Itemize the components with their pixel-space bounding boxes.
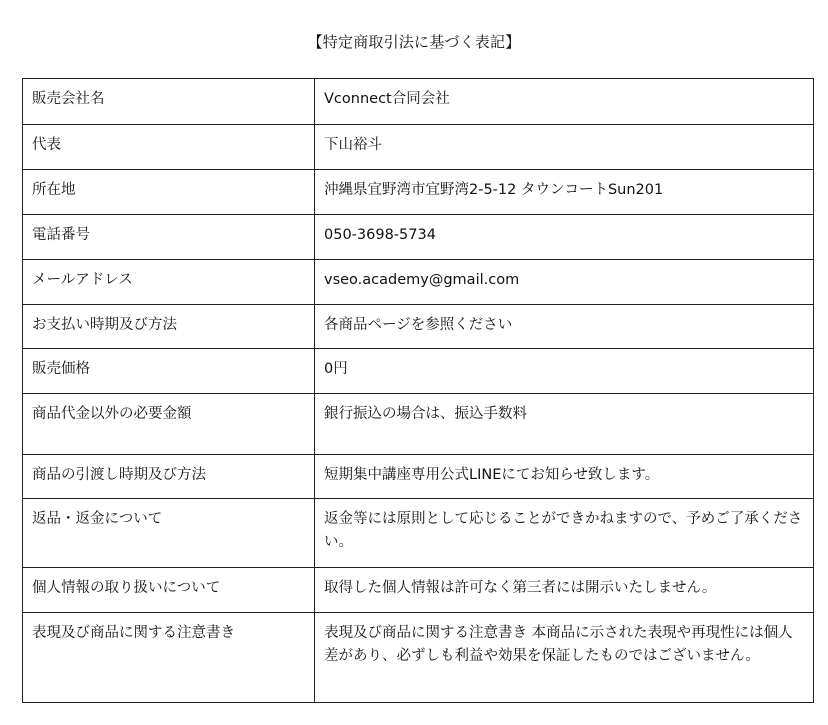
row-label: 商品代金以外の必要金額 <box>23 394 315 455</box>
row-value: 表現及び商品に関する注意書き 本商品に示された表現や再現性には個人差があり、必ずしも利益や効果を保証したものではございません。 <box>315 613 814 703</box>
row-value: 下山裕斗 <box>315 125 814 170</box>
table-row-privacy <box>23 568 814 613</box>
table-row-company <box>23 79 814 125</box>
table-row-returns <box>23 499 814 568</box>
table-row-price <box>23 349 814 394</box>
table-row-email <box>23 260 814 305</box>
row-label: メールアドレス <box>23 260 315 305</box>
row-label: 個人情報の取り扱いについて <box>23 568 315 613</box>
row-label: 返品・返金について <box>23 499 315 568</box>
row-value: 沖縄県宜野湾市宜野湾2-5-12 タウンコートSun201 <box>315 170 814 215</box>
table-row-phone <box>23 215 814 260</box>
row-value: 銀行振込の場合は、振込手数料 <box>315 394 814 455</box>
table-row-additional-fees <box>23 394 814 455</box>
row-label: 代表 <box>23 125 315 170</box>
table-row-disclaimer <box>23 613 814 703</box>
row-value: 短期集中講座専用公式LINEにてお知らせ致します。 <box>315 455 814 499</box>
row-label: 所在地 <box>23 170 315 215</box>
row-label: 表現及び商品に関する注意書き <box>23 613 315 703</box>
row-label: 商品の引渡し時期及び方法 <box>23 455 315 499</box>
table-row-payment <box>23 305 814 349</box>
row-value: 0円 <box>315 349 814 394</box>
row-label: 電話番号 <box>23 215 315 260</box>
table-row-address <box>23 170 814 215</box>
table-row-delivery <box>23 455 814 499</box>
row-label: 販売会社名 <box>23 79 315 125</box>
row-value: 050-3698-5734 <box>315 215 814 260</box>
table-row-representative <box>23 125 814 170</box>
row-value: 各商品ページを参照ください <box>315 305 814 349</box>
row-label: 販売価格 <box>23 349 315 394</box>
page-title: 【特定商取引法に基づく表記】 <box>307 33 521 51</box>
row-value: Vconnect合同会社 <box>315 79 814 125</box>
row-label: お支払い時期及び方法 <box>23 305 315 349</box>
row-value: 返金等には原則として応じることができかねますので、予めご了承ください。 <box>315 499 814 568</box>
legal-notice-table <box>22 78 814 703</box>
row-value: 取得した個人情報は許可なく第三者には開示いたしません。 <box>315 568 814 613</box>
row-value[interactable]: vseo.academy@gmail.com <box>315 260 814 305</box>
